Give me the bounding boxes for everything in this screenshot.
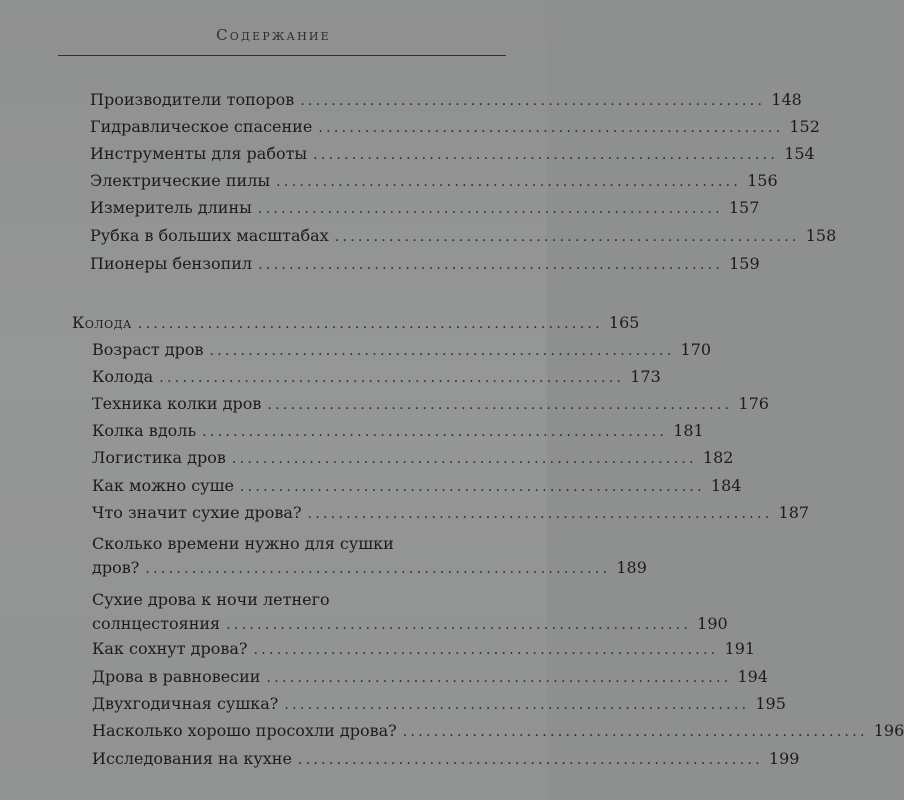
dot-leader: ............................................................ [402, 724, 868, 740]
toc-entry-title: Как можно суше [92, 476, 234, 495]
dot-leader: ............................................................ [159, 370, 625, 386]
toc-entry-page: 196 [873, 721, 904, 740]
toc-entry-page: 148 [771, 90, 802, 109]
dot-leader: ............................................................ [267, 397, 733, 413]
toc-entry-title: Дрова в равновесии [92, 667, 261, 686]
toc-entry [92, 421, 704, 442]
toc-entry-title-line1: Сколько времени нужно для сушки [92, 534, 394, 553]
toc-entry-page: 173 [630, 367, 661, 386]
toc-entry [92, 394, 769, 415]
toc-entry [92, 694, 786, 715]
toc-entry-page: 187 [778, 503, 810, 522]
toc-entry [92, 749, 800, 770]
toc-entry-title: Насколько хорошо просохли дрова? [92, 721, 397, 740]
toc-entry [90, 226, 837, 247]
dot-leader: ............................................................ [257, 201, 723, 217]
toc-entry [90, 254, 760, 275]
toc-entry-page: 159 [729, 254, 760, 273]
header-title: Содержание [216, 26, 331, 44]
toc-entry-title: Логистика дров [92, 448, 226, 467]
toc-entry-title: Рубка в больших масштабах [90, 226, 329, 245]
toc-entry-title: Колода [92, 367, 154, 386]
dot-leader: ............................................................ [209, 343, 675, 359]
toc-entry [92, 503, 810, 524]
toc-entry-title: Пионеры бензопил [90, 254, 253, 273]
toc-chapter-page: 165 [608, 313, 640, 332]
toc-entry-page: 190 [697, 614, 728, 633]
toc-entry-title: Гидравлическое спасение [90, 117, 313, 136]
toc-entry-page: 157 [728, 198, 760, 217]
toc-entry-page: 170 [680, 340, 712, 359]
toc-entry-title: Двухгодичная сушка? [92, 694, 279, 713]
toc-entry [92, 340, 712, 361]
toc-entry-page: 182 [702, 448, 734, 467]
dot-leader: ............................................................ [334, 229, 800, 245]
toc-entry-page: 156 [747, 171, 778, 190]
toc-entry [90, 90, 802, 111]
toc-entry-page: 181 [673, 421, 704, 440]
toc-entry-title: Инструменты для работы [90, 144, 308, 163]
toc-entry [92, 534, 647, 579]
dot-leader: ............................................................ [226, 617, 692, 633]
toc-entry-page: 195 [755, 694, 786, 713]
toc-entry-title: Техника колки дров [92, 394, 262, 413]
toc-entry [92, 367, 661, 388]
toc-entry [92, 667, 769, 688]
dot-leader: ............................................................ [202, 424, 668, 440]
dot-leader: ............................................................ [284, 697, 750, 713]
dot-leader: ............................................................ [239, 479, 705, 495]
toc-entry-page: 176 [738, 394, 769, 413]
toc-entry-title: Производители топоров [90, 90, 295, 109]
toc-entry [92, 590, 728, 635]
dot-leader: ............................................................ [297, 752, 763, 768]
toc-entry-title: Колка вдоль [92, 421, 197, 440]
toc-entry-title-line2: солнцестояния [92, 614, 221, 633]
dot-leader: ............................................................ [266, 670, 732, 686]
dot-leader: ............................................................ [300, 93, 766, 109]
toc-entry [90, 198, 760, 219]
dot-leader: ............................................................ [253, 642, 719, 658]
toc-entry [92, 476, 742, 497]
toc-entry [90, 144, 815, 165]
toc-entry-title: Электрические пилы [90, 171, 271, 190]
toc-entry-title: Измеритель длины [90, 198, 252, 217]
toc-entry [92, 639, 756, 660]
toc-entry-title: Что значит сухие дрова? [92, 503, 302, 522]
toc-chapter-entry [72, 313, 640, 334]
dot-leader: ............................................................ [258, 257, 724, 273]
toc-entry-page: 152 [789, 117, 820, 136]
toc-entry-page: 154 [784, 144, 815, 163]
toc-chapter-title: Колода [72, 313, 132, 332]
toc-entry-title-line1: Сухие дрова к ночи летнего [92, 590, 330, 609]
dot-leader: ............................................................ [145, 561, 611, 577]
toc-entry-page: 189 [616, 558, 647, 577]
dot-leader: ............................................................ [276, 174, 742, 190]
toc-entry [90, 117, 820, 138]
dot-leader: ............................................................ [231, 451, 697, 467]
toc-entry [90, 171, 778, 192]
toc-entry [92, 448, 734, 469]
dot-leader: ............................................................ [137, 316, 603, 332]
toc-entry-page: 184 [710, 476, 742, 495]
toc-entry-title: Возраст дров [92, 340, 204, 359]
toc-entry-title: Исследования на кухне [92, 749, 292, 768]
toc-entry-page: 191 [724, 639, 756, 658]
dot-leader: ............................................................ [318, 120, 784, 136]
toc-entry-page: 199 [768, 749, 800, 768]
toc-entry-page: 194 [737, 667, 769, 686]
dot-leader: ............................................................ [313, 147, 779, 163]
toc-entry-title-line2: дров? [92, 558, 140, 577]
toc-entry-page: 158 [805, 226, 837, 245]
dot-leader: ............................................................ [307, 506, 773, 522]
toc-entry [92, 721, 904, 742]
toc-entry-title: Как сохнут дрова? [92, 639, 248, 658]
